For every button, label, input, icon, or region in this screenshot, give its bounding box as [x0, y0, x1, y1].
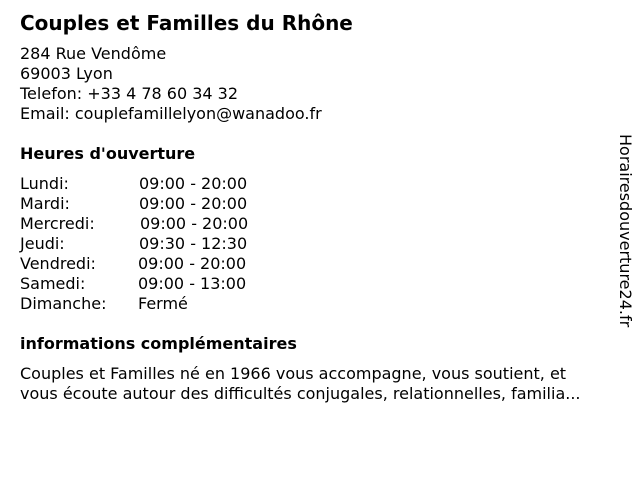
day-label: Mardi: [20, 194, 70, 213]
email-line: Email: couplefamillelyon@wanadoo.fr [20, 104, 322, 123]
info-text-line: vous écoute autour des difficultés conjugales, relationnelles, familia... [20, 384, 581, 403]
info-text-line: Couples et Familles né en 1966 vous accompagne, vous soutient, et [20, 364, 567, 383]
day-label: Dimanche: [20, 294, 107, 313]
info-heading: informations complémentaires [20, 334, 297, 353]
hours-row-jeudi [20, 234, 320, 254]
day-label: Lundi: [20, 174, 69, 193]
hours-heading: Heures d'ouverture [20, 144, 196, 163]
business-name: Couples et Familles du Rhône [20, 11, 353, 35]
day-hours: 09:00 - 20:00 [139, 174, 248, 193]
address-city: 69003 Lyon [20, 64, 113, 83]
day-hours: 09:00 - 20:00 [140, 214, 249, 233]
address-street: 284 Rue Vendôme [20, 44, 167, 63]
day-hours: 09:00 - 13:00 [138, 274, 247, 293]
hours-row-lundi [20, 174, 320, 194]
day-label: Mercredi: [20, 214, 95, 233]
hours-row-dimanche [20, 294, 320, 314]
hours-row-mercredi [20, 214, 320, 234]
day-hours: 09:00 - 20:00 [138, 254, 247, 273]
hours-row-mardi [20, 194, 320, 214]
day-label: Jeudi: [20, 234, 65, 253]
hours-row-samedi [20, 274, 320, 294]
day-hours: Fermé [138, 294, 188, 313]
info-description [20, 364, 630, 404]
contact-block [20, 44, 322, 124]
day-label: Samedi: [20, 274, 86, 293]
day-label: Vendredi: [20, 254, 96, 273]
hours-table [20, 174, 320, 314]
site-watermark: Horairesdouverture24.fr [616, 134, 635, 328]
day-hours: 09:00 - 20:00 [139, 194, 248, 213]
day-hours: 09:30 - 12:30 [139, 234, 248, 253]
phone-line: Telefon: +33 4 78 60 34 32 [20, 84, 239, 103]
hours-row-vendredi [20, 254, 320, 274]
